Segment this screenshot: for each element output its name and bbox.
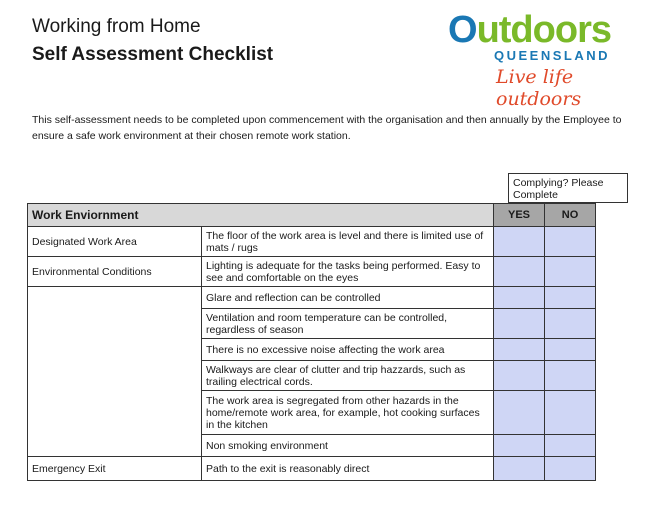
category-cell: Designated Work Area [28, 227, 202, 257]
table-row [28, 257, 596, 287]
yes-input-cell[interactable] [494, 257, 545, 287]
table-row [28, 287, 596, 309]
yes-input-cell[interactable] [494, 435, 545, 457]
item-cell: Non smoking environment [202, 435, 494, 457]
yes-input-cell[interactable] [494, 309, 545, 339]
page-title-line2: Self Assessment Checklist [32, 44, 274, 65]
no-input-cell[interactable] [545, 257, 596, 287]
yes-column-header: YES [494, 204, 545, 227]
no-input-cell[interactable] [545, 227, 596, 257]
table-row [28, 227, 596, 257]
logo-tagline: Live life outdoors [496, 66, 582, 110]
category-cell: Emergency Exit [28, 457, 202, 481]
no-column-header: NO [545, 204, 596, 227]
table-row [28, 457, 596, 481]
yes-input-cell[interactable] [494, 339, 545, 361]
no-input-cell[interactable] [545, 435, 596, 457]
category-cell [28, 287, 202, 457]
no-input-cell[interactable] [545, 391, 596, 435]
category-cell: Environmental Conditions [28, 257, 202, 287]
yes-input-cell[interactable] [494, 391, 545, 435]
no-input-cell[interactable] [545, 287, 596, 309]
item-cell: Path to the exit is reasonably direct [202, 457, 494, 481]
item-cell: Glare and reflection can be controlled [202, 287, 494, 309]
yes-input-cell[interactable] [494, 361, 545, 391]
no-input-cell[interactable] [545, 361, 596, 391]
no-input-cell[interactable] [545, 457, 596, 481]
outdoors-queensland-logo [448, 9, 638, 110]
yes-input-cell[interactable] [494, 227, 545, 257]
item-cell: Walkways are clear of clutter and trip hazzards, such as trailing electrical cords. [202, 361, 494, 391]
item-cell: The floor of the work area is level and there is limited use of mats / rugs [202, 227, 494, 257]
checklist-table [27, 203, 596, 481]
no-input-cell[interactable] [545, 339, 596, 361]
item-cell: There is no excessive noise affecting the work area [202, 339, 494, 361]
yes-input-cell[interactable] [494, 287, 545, 309]
logo-wordmark: Outdoors [448, 9, 611, 51]
section-header-row [28, 204, 596, 227]
yes-input-cell[interactable] [494, 457, 545, 481]
page-title-line1: Working from Home [32, 16, 201, 37]
item-cell: The work area is segregated from other hazards in the home/remote work area, for example, hot cooking surfaces in the kitchen [202, 391, 494, 435]
item-cell: Lighting is adequate for the tasks being performed. Easy to see and comfortable on the eyes [202, 257, 494, 287]
logo-subtitle: QUEENSLAND [494, 48, 611, 63]
item-cell: Ventilation and room temperature can be controlled, regardless of season [202, 309, 494, 339]
section-title: Work Enviornment [28, 204, 494, 227]
intro-paragraph: This self-assessment needs to be completed upon commencement with the organisation and then annually by the Employee to ensure a safe work environment at their chosen remote work station. [32, 114, 622, 142]
no-input-cell[interactable] [545, 309, 596, 339]
complying-header: Complying? Please Complete [508, 173, 628, 203]
